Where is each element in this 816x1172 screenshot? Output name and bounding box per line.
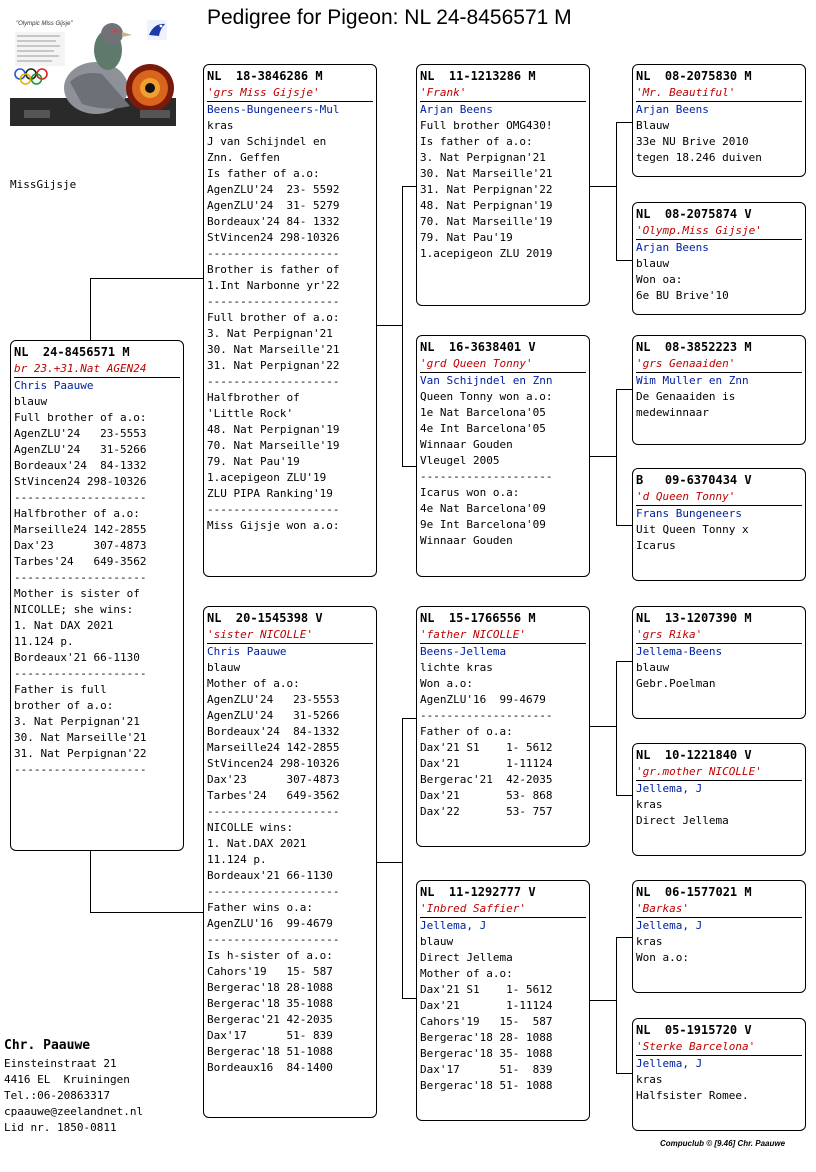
info-line: Direct Jellema (420, 951, 513, 964)
connector (90, 278, 91, 340)
info-line: kras (636, 1073, 663, 1086)
connector (590, 456, 617, 457)
info-line: 4e Nat Barcelona'09 (420, 502, 546, 515)
connector (616, 122, 633, 123)
info-line: tegen 18.246 duiven (636, 151, 762, 164)
pigeon-name: 'Frank' (420, 85, 586, 102)
pigeon-name: 'father NICOLLE' (420, 627, 586, 644)
pigeon-name: br 23.+31.Nat AGEN24 (14, 361, 180, 378)
pigeon-note: MissGijsje (10, 178, 77, 191)
owner-name: Jellema, J (636, 919, 703, 932)
info-line: kras (636, 798, 663, 811)
info-line: Dax'17 51- 839 (420, 1063, 553, 1076)
info-line: Is h-sister of a.o: (207, 949, 333, 962)
connector (616, 661, 617, 795)
info-line: Mother of a.o: (420, 967, 513, 980)
info-line: Bordeaux'24 84- 1332 (207, 215, 340, 228)
connector (590, 1000, 617, 1001)
info-line: Bordeaux'24 84-1332 (207, 725, 340, 738)
info-line: Bordeaux'24 84-1332 (14, 459, 147, 472)
connector (376, 325, 403, 326)
info-line: Full brother OMG430! (420, 119, 553, 132)
info-line: 1.acepigeon ZLU'19 (207, 471, 327, 484)
info-line: 70. Nat Marseille'19 (207, 439, 340, 452)
info-line: 30. Nat Marseille'21 (420, 167, 553, 180)
info-line: Bergerac'18 35-1088 (207, 997, 333, 1010)
info-line: -------------------- (14, 571, 147, 584)
info-line: Dax'21 S1 1- 5612 (420, 983, 553, 996)
pigeon-card-fff (632, 64, 806, 177)
pigeon-name: 'grs Rika' (636, 627, 802, 644)
info-line: Mother is sister of (14, 587, 140, 600)
pigeon-name: 'Inbred Saffier' (420, 901, 586, 918)
info-line: 3. Nat Perpignan'21 (207, 327, 333, 340)
ring-number: NL 08-3852223 M (636, 340, 752, 354)
info-line: Dax'22 53- 757 (420, 805, 553, 818)
connector (402, 718, 417, 719)
info-line: Halfbrother of a.o: (14, 507, 140, 520)
contact-line: 4416 EL Kruiningen (4, 1073, 130, 1086)
ring-number: NL 15-1766556 M (420, 611, 536, 625)
pigeon-card-mother-mother (416, 880, 590, 1121)
pigeon-card-father-father (416, 64, 590, 306)
info-line: Icarus (636, 539, 676, 552)
owner-name: Arjan Beens (636, 241, 709, 254)
info-line: Halfsister Romee. (636, 1089, 749, 1102)
info-line: Marseille24 142-2855 (207, 741, 340, 754)
info-line: blauw (14, 395, 48, 408)
info-line: -------------------- (207, 503, 340, 516)
logo-caption: "Olympic Miss Gijsje" (16, 21, 73, 27)
ring-number: NL 06-1577021 M (636, 885, 752, 899)
breeder-name: Chr. Paauwe (4, 1038, 91, 1053)
pigeon-card-mff (632, 606, 806, 719)
connector (402, 466, 417, 467)
page-title: Pedigree for Pigeon: NL 24-8456571 M (207, 6, 572, 29)
info-line: Cahors'19 15- 587 (420, 1015, 553, 1028)
info-line: 1. Nat DAX 2021 (14, 619, 114, 632)
info-line: Winnaar Gouden (420, 438, 513, 451)
info-line: 4e Int Barcelona'05 (420, 422, 546, 435)
info-line: Bergerac'18 28- 1088 (420, 1031, 553, 1044)
contact-line: Tel.:06-20863317 (4, 1089, 110, 1102)
info-line: Is father of a.o: (207, 167, 320, 180)
info-line: Dax'23 307-4873 (207, 773, 340, 786)
info-line: Icarus won o.a: (420, 486, 520, 499)
info-line: -------------------- (420, 470, 553, 483)
info-line: AgenZLU'24 31- 5279 (207, 199, 340, 212)
info-line: 6e BU Brive'10 (636, 289, 729, 302)
connector (90, 278, 203, 279)
info-line: Bergerac'18 35- 1088 (420, 1047, 553, 1060)
owner-name: Chris Paauwe (14, 379, 94, 392)
info-line: -------------------- (207, 375, 340, 388)
info-line: Miss Gijsje won a.o: (207, 519, 340, 532)
ring-number: NL 08-2075874 V (636, 207, 752, 221)
info-line: Is father of a.o: (420, 135, 533, 148)
info-line: Bordeaux16 84-1400 (207, 1061, 333, 1074)
info-line: Blauw (636, 119, 670, 132)
info-line: Bergerac'21 42-2035 (207, 1013, 333, 1026)
info-line: brother of a.o: (14, 699, 114, 712)
pigeon-card-subject (10, 340, 184, 851)
info-line: AgenZLU'24 23-5553 (14, 427, 147, 440)
connector (616, 525, 633, 526)
info-line: -------------------- (14, 667, 147, 680)
info-line: kras (207, 119, 234, 132)
info-line: AgenZLU'16 99-4679 (207, 917, 333, 930)
info-line: -------------------- (14, 763, 147, 776)
owner-name: Jellema, J (636, 1057, 703, 1070)
info-line: Dax'23 307-4873 (14, 539, 147, 552)
info-line: 11.124 p. (207, 853, 267, 866)
ring-number: NL 18-3846286 M (207, 69, 323, 83)
connector (616, 795, 633, 796)
pigeon-card-mmm (632, 1018, 806, 1131)
connector (616, 260, 633, 261)
info-line: Direct Jellema (636, 814, 729, 827)
pigeon-name: 'gr.mother NICOLLE' (636, 764, 802, 781)
pigeon-name: 'sister NICOLLE' (207, 627, 373, 644)
info-line: 48. Nat Perpignan'19 (420, 199, 553, 212)
contact-line: Einsteinstraat 21 (4, 1057, 117, 1070)
info-line: Father of o.a: (420, 725, 513, 738)
info-line: Znn. Geffen (207, 151, 280, 164)
ring-number: B 09-6370434 V (636, 473, 752, 487)
info-line: -------------------- (207, 247, 340, 260)
info-line: 30. Nat Marseille'21 (207, 343, 340, 356)
info-line: Halfbrother of (207, 391, 300, 404)
info-line: De Genaaiden is (636, 390, 736, 403)
contact-line: Lid nr. 1850-0811 (4, 1121, 117, 1134)
owner-name: Wim Muller en Znn (636, 374, 749, 387)
info-line: Won oa: (636, 273, 683, 286)
pigeon-name: 'Sterke Barcelona' (636, 1039, 802, 1056)
info-line: 'Little Rock' (207, 407, 294, 420)
info-line: 1e Nat Barcelona'05 (420, 406, 546, 419)
info-line: 79. Nat Pau'19 (207, 455, 300, 468)
pigeon-card-mmf (632, 880, 806, 993)
info-line: 1. Nat.DAX 2021 (207, 837, 307, 850)
info-line: Gebr.Poelman (636, 677, 716, 690)
info-line: 79. Nat Pau'19 (420, 231, 513, 244)
info-line: Tarbes'24 649-3562 (207, 789, 340, 802)
ring-number: NL 05-1915720 V (636, 1023, 752, 1037)
info-line: AgenZLU'24 23-5553 (207, 693, 340, 706)
pigeon-card-mfm (632, 743, 806, 856)
info-line: Tarbes'24 649-3562 (14, 555, 147, 568)
connector (402, 998, 417, 999)
info-line: AgenZLU'16 99-4679 (420, 693, 546, 706)
pigeon-card-ffm (632, 202, 806, 315)
info-line: Vleugel 2005 (420, 454, 500, 467)
info-line: Father is full (14, 683, 107, 696)
pigeon-name: 'grs Miss Gijsje' (207, 85, 373, 102)
info-line: blauw (420, 935, 454, 948)
owner-name: Arjan Beens (636, 103, 709, 116)
pigeon-name: 'd Queen Tonny' (636, 489, 802, 506)
info-line: ZLU PIPA Ranking'19 (207, 487, 333, 500)
info-line: Bergerac'18 51- 1088 (420, 1079, 553, 1092)
info-line: Mother of a.o: (207, 677, 300, 690)
ring-number: NL 20-1545398 V (207, 611, 323, 625)
info-line: NICOLLE; she wins: (14, 603, 134, 616)
info-line: Queen Tonny won a.o: (420, 390, 553, 403)
info-line: Bergerac'21 42-2035 (420, 773, 553, 786)
connector (616, 937, 617, 1073)
info-line: kras (636, 935, 663, 948)
info-line: 1.acepigeon ZLU 2019 (420, 247, 553, 260)
club-logo-icon (147, 20, 167, 40)
info-line: -------------------- (207, 933, 340, 946)
ring-number: NL 16-3638401 V (420, 340, 536, 354)
info-line: AgenZLU'24 31-5266 (207, 709, 340, 722)
connector (402, 718, 403, 998)
info-line: -------------------- (207, 805, 340, 818)
pigeon-card-fmm (632, 468, 806, 581)
info-line: 3. Nat Perpignan'21 (14, 715, 140, 728)
software-credit: Compuclub © [9.46] Chr. Paauwe (660, 1139, 786, 1148)
info-line: 30. Nat Marseille'21 (14, 731, 147, 744)
breeder-contact (4, 1036, 143, 1136)
owner-name: Arjan Beens (420, 103, 493, 116)
owner-name: Van Schijndel en Znn (420, 374, 553, 387)
ring-number: NL 13-1207390 M (636, 611, 752, 625)
connector (616, 389, 617, 525)
info-line: Won a.o: (420, 677, 473, 690)
info-line: StVincen24 298-10326 (207, 757, 340, 770)
info-line: Bordeaux'21 66-1130 (14, 651, 140, 664)
info-line: lichte kras (420, 661, 493, 674)
ring-number: NL 11-1213286 M (420, 69, 536, 83)
info-line: Dax'21 1-11124 (420, 999, 553, 1012)
info-line: Bergerac'18 28-1088 (207, 981, 333, 994)
owner-name: Jellema, J (420, 919, 487, 932)
info-line: 70. Nat Marseille'19 (420, 215, 553, 228)
owner-name: Jellema-Beens (636, 645, 723, 658)
pigeon-name: 'Olymp.Miss Gijsje' (636, 223, 802, 240)
info-line: Won a.o: (636, 951, 689, 964)
info-line: blauw (636, 661, 670, 674)
connector (590, 186, 617, 187)
info-line: StVincen24 298-10326 (14, 475, 147, 488)
ring-number: NL 11-1292777 V (420, 885, 536, 899)
contact-email[interactable]: cpaauwe@zeelandnet.nl (4, 1105, 144, 1118)
info-line: 11.124 p. (14, 635, 74, 648)
info-line: Uit Queen Tonny x (636, 523, 749, 536)
info-line: Father wins o.a: (207, 901, 313, 914)
owner-name: Chris Paauwe (207, 645, 287, 658)
pigeon-card-father-mother (416, 335, 590, 577)
info-line: Cahors'19 15- 587 (207, 965, 333, 978)
info-line: 31. Nat Perpignan'22 (14, 747, 147, 760)
info-line: StVincen24 298-10326 (207, 231, 340, 244)
owner-name: Frans Bungeneers (636, 507, 742, 520)
info-line: 48. Nat Perpignan'19 (207, 423, 340, 436)
info-line: Dax'17 51- 839 (207, 1029, 333, 1042)
pigeon-name: 'grd Queen Tonny' (420, 356, 586, 373)
connector (90, 851, 91, 912)
pigeon-name: 'Barkas' (636, 901, 802, 918)
connector (616, 1073, 633, 1074)
ring-number: NL 08-2075830 M (636, 69, 752, 83)
ring-number: NL 10-1221840 V (636, 748, 752, 762)
info-line: Bergerac'18 51-1088 (207, 1045, 333, 1058)
pigeon-card-mother-father (416, 606, 590, 847)
info-line: blauw (207, 661, 241, 674)
info-line: AgenZLU'24 23- 5592 (207, 183, 340, 196)
info-line: 33e NU Brive 2010 (636, 135, 749, 148)
owner-name: Jellema, J (636, 782, 703, 795)
owner-name: Beens-Bungeneers-Mul (207, 103, 340, 116)
connector (616, 389, 633, 390)
info-line: 31. Nat Perpignan'22 (207, 359, 340, 372)
pigeon-card-mother (203, 606, 377, 1118)
connector (90, 912, 203, 913)
info-line: Dax'21 53- 868 (420, 789, 553, 802)
info-line: 31. Nat Perpignan'22 (420, 183, 553, 196)
connector (376, 862, 403, 863)
connector (616, 661, 633, 662)
info-line: Marseille24 142-2855 (14, 523, 147, 536)
connector (402, 186, 417, 187)
info-line: -------------------- (207, 885, 340, 898)
connector (590, 726, 617, 727)
info-line: Bordeaux'21 66-1130 (207, 869, 333, 882)
info-line: J van Schijndel en (207, 135, 327, 148)
info-line: Brother is father of (207, 263, 340, 276)
info-line: Full brother of a.o: (207, 311, 340, 324)
pigeon-name: 'Mr. Beautiful' (636, 85, 802, 102)
info-line: Dax'21 S1 1- 5612 (420, 741, 553, 754)
info-line: -------------------- (207, 295, 340, 308)
info-line: Full brother of a.o: (14, 411, 147, 424)
info-line: NICOLLE wins: (207, 821, 294, 834)
owner-name: Beens-Jellema (420, 645, 507, 658)
info-line: 3. Nat Perpignan'21 (420, 151, 546, 164)
pigeon-card-fmf (632, 335, 806, 445)
pigeon-card-father (203, 64, 377, 577)
info-line: 1.Int Narbonne yr'22 (207, 279, 340, 292)
info-line: -------------------- (14, 491, 147, 504)
info-line: Dax'21 1-11124 (420, 757, 553, 770)
info-line: 9e Int Barcelona'09 (420, 518, 546, 531)
ring-number: NL 24-8456571 M (14, 345, 130, 359)
pigeon-name: 'grs Genaaiden' (636, 356, 802, 373)
info-line: Winnaar Gouden (420, 534, 513, 547)
connector (616, 937, 633, 938)
connector (402, 186, 403, 466)
info-line: medewinnaar (636, 406, 709, 419)
connector (616, 122, 617, 260)
info-line: AgenZLU'24 31-5266 (14, 443, 147, 456)
info-line: -------------------- (420, 709, 553, 722)
info-line: blauw (636, 257, 670, 270)
